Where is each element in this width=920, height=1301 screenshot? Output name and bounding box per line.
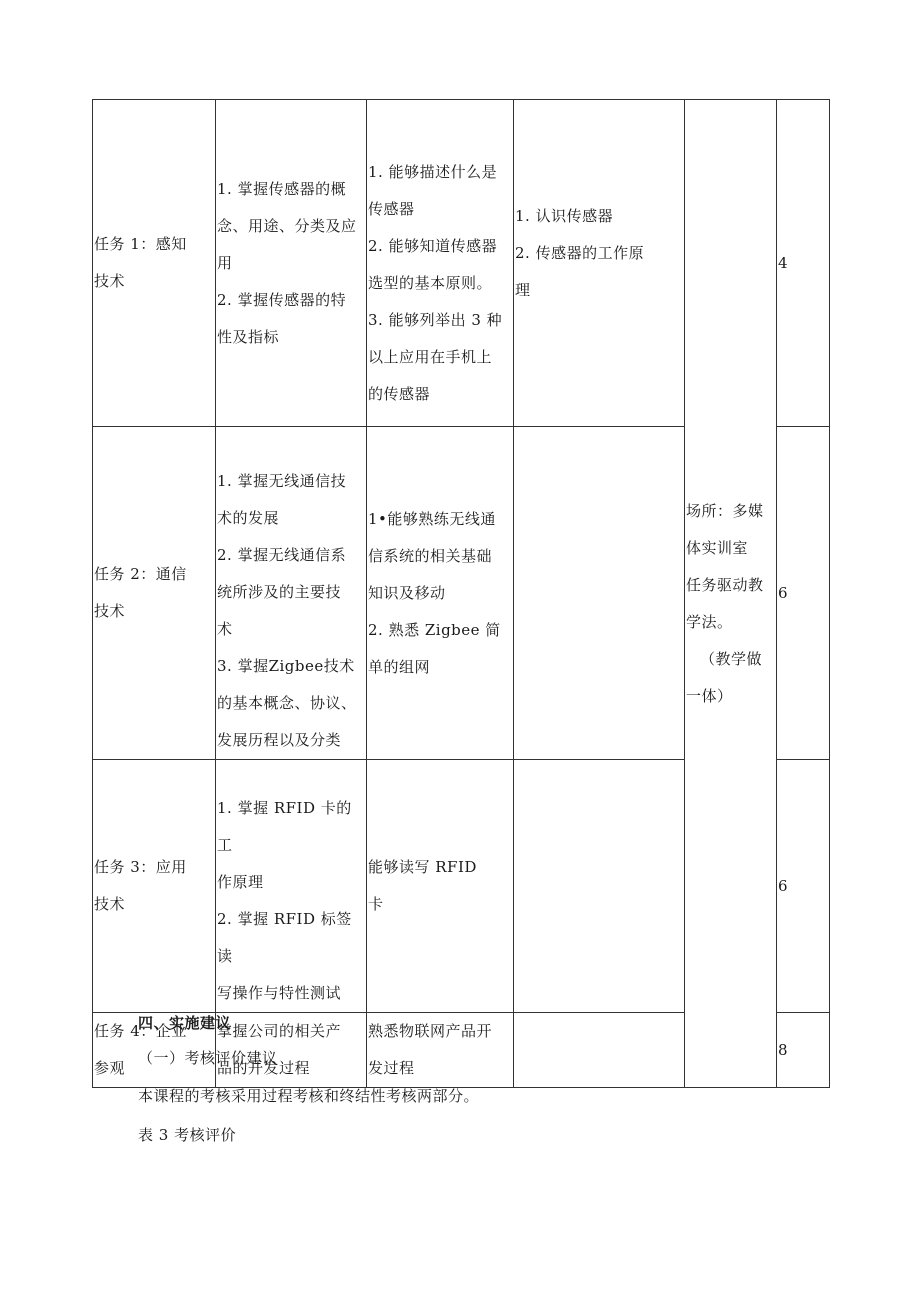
skills-cell: 1•能够熟练无线通 信系统的相关基础 知识及移动 2. 熟悉 Zigbee 简 单的组网 [367, 427, 514, 760]
task-cell: 任务 2：通信 技术 [93, 427, 216, 760]
hours-cell: 6 [777, 760, 830, 1013]
table-row [93, 100, 830, 427]
hours-cell: 4 [777, 100, 830, 427]
content-cell: 1. 认识传感器 2. 传感器的工作原 理 [514, 100, 685, 427]
skills-cell: 熟悉物联网产品开 发过程 [367, 1013, 514, 1088]
content-cell [514, 427, 685, 760]
section-subheading: （一）考核评价建议 [138, 1049, 278, 1067]
hours-cell: 8 [777, 1013, 830, 1088]
task-table [92, 99, 830, 1088]
section-paragraph: 本课程的考核采用过程考核和终结性考核两部分。 [138, 1087, 480, 1105]
task-cell: 任务 4：企业 参观 [93, 1013, 216, 1088]
task-cell: 任务 3：应用 技术 [93, 760, 216, 1013]
knowledge-cell: 1. 掌握 RFID 卡的工 作原理 2. 掌握 RFID 标签读 写操作与特性测试 [216, 760, 367, 1013]
skills-cell: 能够读写 RFID 卡 [367, 760, 514, 1013]
section-heading: 四、实施建议 [138, 1014, 232, 1032]
table-caption: 表 3 考核评价 [138, 1126, 237, 1144]
skills-cell: 1. 能够描述什么是 传感器 2. 能够知道传感器 选型的基本原则。 3. 能够列举出 3 种 以上应用在手机上 的传感器 [367, 100, 514, 427]
hours-cell: 6 [777, 427, 830, 760]
task-cell: 任务 1：感知 技术 [93, 100, 216, 427]
content-cell [514, 760, 685, 1013]
knowledge-cell: 1. 掌握无线通信技 术的发展 2. 掌握无线通信系 统所涉及的主要技 术 3. 掌握Zigbee技术 的基本概念、协议、 发展历程以及分类 [216, 427, 367, 760]
venue-method-cell: 场所：多媒 体实训室 任务驱动教 学法。 （教学做 一体） [685, 100, 777, 1088]
content-cell [514, 1013, 685, 1088]
knowledge-cell: 掌握公司的相关产 品的开发过程 [216, 1013, 367, 1088]
knowledge-cell: 1. 掌握传感器的概 念、用途、分类及应 用 2. 掌握传感器的特 性及指标 [216, 100, 367, 427]
